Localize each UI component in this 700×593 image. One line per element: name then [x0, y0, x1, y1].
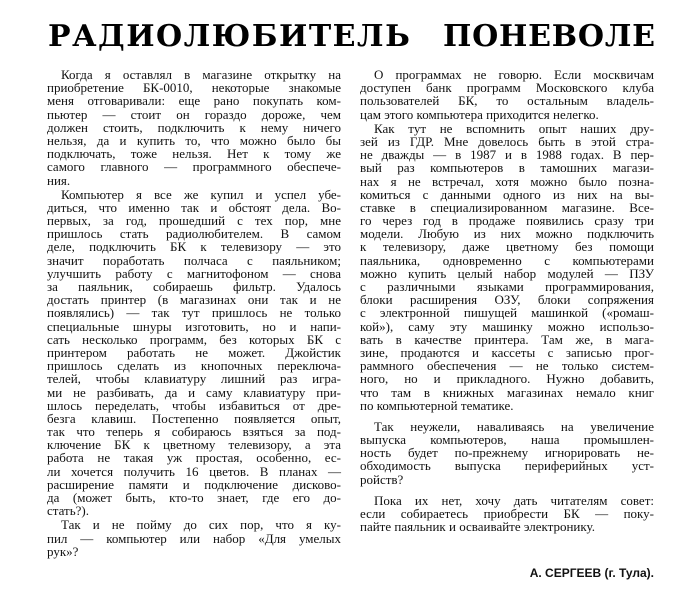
text-line: меня отговаривали: еще рано покупать ком-	[47, 93, 341, 109]
text-line: ли хочется получить 16 цветов. В планах —	[47, 463, 341, 479]
title-letter: Д	[98, 19, 125, 54]
text-line: модели. Любую из них можно подключить	[360, 226, 654, 242]
text-line: Пока их нет, хочу дать читателям совет:	[374, 492, 654, 508]
text-line: цам этого компьютера приходится нелегко.	[360, 106, 599, 122]
title-letter: В	[551, 19, 578, 54]
text-line: к телевизору, даже цветному без помощи	[360, 239, 654, 255]
title-letter: П	[443, 19, 472, 54]
text-line: зей из ГДР. Мне довелось быть в этой стра-	[360, 133, 654, 149]
text-line: пользователей БК, то остальным владель-	[360, 93, 654, 109]
text-line: приобретение БК-0010, некоторые знакомые	[47, 80, 341, 96]
text-line: деле, подключить БК к телевизору — это	[47, 239, 341, 255]
title-letter: Е	[632, 19, 655, 54]
title-letter: О	[577, 19, 605, 54]
text-line: Так неужели, наваливаясь на увеличение	[374, 418, 654, 434]
text-line: ного, но и прикладного. Нужно добавить,	[360, 371, 654, 387]
right-column	[360, 68, 654, 534]
text-line: улучшить работу с магнитофоном — снова	[47, 265, 341, 281]
title-letter: Б	[251, 19, 278, 54]
text-line: нельзя, да и купить то, что можно было бы	[47, 132, 341, 148]
text-line: стать?).	[47, 503, 90, 519]
text-line: доступен банк программ Московского клуба	[360, 80, 654, 96]
text-line: должен стоить, подключить к нему ничего	[47, 119, 341, 135]
text-line: диться, что именно так и обстоят дела. Во-	[47, 199, 341, 215]
title-letter: Т	[308, 19, 332, 54]
text-line: го через год в продаже появились сразу три	[360, 213, 654, 229]
title-letter: Л	[357, 19, 384, 54]
text-line: самого главного — программного обеспече-	[47, 159, 341, 175]
text-line: блоки расширения ОЗУ, блоки сопряжения	[360, 292, 654, 308]
title-letter: Ю	[211, 19, 251, 54]
text-line: появлялись) — так тут пришлось не только	[47, 305, 341, 321]
text-line: пришлось сделать из кнопочных переключа-	[47, 358, 341, 374]
title-letter: Н	[499, 19, 528, 54]
text-line: можно купить целый набор модулей — ПЗУ	[360, 265, 654, 281]
title-letter: Р	[48, 19, 71, 54]
article-title	[48, 17, 655, 57]
text-line: значит поработать полчаса с паяльником;	[47, 252, 341, 268]
title-letter: Е	[332, 19, 356, 54]
text-line: расширение памяти и подключение дисково-	[47, 476, 341, 492]
text-line: с различными языками программирования,	[360, 279, 654, 294]
title-letter: И	[278, 19, 308, 54]
text-line: паяльника, одновременно с компьютерами	[360, 252, 654, 268]
text-line: по компьютерной тематике.	[360, 397, 514, 413]
text-line: пьютер — стоит он гораздо дороже, чем	[47, 106, 341, 122]
text-line: рук»?	[47, 543, 79, 559]
title-letter: И	[126, 19, 155, 54]
text-line: нах я не встречал, хотя можно было позна-	[360, 173, 654, 189]
text-line: ключение БК к цветному телевизору, а эта	[47, 437, 341, 453]
title-letter: О	[472, 19, 499, 54]
title-letter: Е	[528, 19, 552, 54]
text-line: работа не такая уж простая, особенно, ес-	[47, 450, 341, 466]
text-line: выпуска компьютеров, наша промышлен-	[360, 432, 654, 448]
text-line: так что теперь я собираюсь взяться за под-	[47, 424, 341, 440]
text-line: зине, продаются и кассеты с записью прог-	[360, 344, 654, 360]
text-line: пайте паяльник и осваивайте электронику.	[360, 519, 595, 535]
text-line: кой»), саму эту машинку можно использо-	[360, 318, 654, 334]
text-line: Когда я оставлял в магазине открытку на	[61, 67, 341, 82]
text-line: ния.	[47, 172, 71, 188]
text-line: с электронной пишущей машинкой («ромаш-	[360, 305, 654, 321]
title-word-2	[443, 17, 655, 57]
text-line: Компьютер я все же купил и успел убе-	[61, 186, 341, 202]
text-line: вать в качестве принтера. Там же, в мага-	[360, 331, 654, 347]
paragraph	[47, 68, 341, 187]
text-line: если собираетесь приобрести БК — поку-	[360, 506, 654, 521]
paragraph	[360, 494, 654, 534]
text-line: первых, за год, прошедший с тех пор, мне	[47, 213, 341, 229]
paragraph	[360, 122, 654, 412]
text-line: принтером работать не может. Джойстик	[47, 344, 341, 360]
text-line: ставке в специализированном магазине. Все-	[360, 199, 654, 215]
text-line: пришлось стать радиолюбителем. В самом	[47, 226, 341, 242]
text-line: комиться с данными одного из них на вы-	[360, 186, 654, 202]
text-line: что там в книжных магазинах немало книг	[360, 384, 654, 400]
text-line: Как тут не вспомнить опыт наших дру-	[374, 120, 654, 136]
text-line: за паяльник, собираешь фильтр. Удалось	[47, 279, 341, 294]
title-letter: А	[72, 19, 97, 54]
paragraph	[47, 518, 341, 558]
text-line: подключать, тоже нельзя. Нет к тому же	[47, 146, 341, 162]
text-line: шлось переделать, чтобы избавиться от дре-	[47, 397, 341, 413]
text-line: да (может быть, кто-то знает, где его до-	[47, 490, 341, 505]
title-letter: Л	[183, 19, 211, 54]
text-line: вый раз компьютеров в тамошних магази-	[360, 160, 654, 176]
text-line: О программах не говорю. Если москвичам	[374, 67, 654, 82]
text-line: Так и не пойму до сих пор, что я ку-	[61, 517, 341, 533]
left-column	[47, 68, 341, 559]
text-line: специальные шнуры изготовить, но и напи-	[47, 318, 341, 334]
paragraph	[360, 420, 654, 486]
text-line: раммного обеспечения — не только систем-	[360, 358, 654, 374]
text-line: обходимость выпуска периферийных уст-	[360, 458, 654, 474]
author-signature: А. СЕРГЕЕВ (г. Тула).	[529, 566, 654, 580]
text-line: пил — компьютер или набор «Для умелых	[47, 530, 341, 546]
text-line: ройств?	[360, 471, 404, 487]
text-line: телей, чтобы клавиатуру лишний раз игра-	[47, 371, 341, 387]
text-line: безга клавиш. Постепенно появляется опыт,	[47, 410, 341, 426]
paragraph	[360, 68, 654, 121]
title-letter: Л	[604, 19, 632, 54]
text-line: ми не разбивать, да и саму клавиатуру при-	[47, 384, 341, 400]
paragraph	[47, 188, 341, 518]
text-line: не дважды — в 1987 и в 1988 годах. В пер-	[360, 147, 654, 163]
text-line: сать несколько программ, без которых БК с	[47, 331, 341, 347]
title-letter: Ь	[385, 19, 410, 54]
title-letter: О	[156, 19, 183, 54]
text-line: ность будет по-прежнему игнорировать не-	[360, 445, 654, 461]
text-line: достать принтер (в магазинах они так и не	[47, 292, 341, 308]
title-word-1	[48, 17, 410, 57]
